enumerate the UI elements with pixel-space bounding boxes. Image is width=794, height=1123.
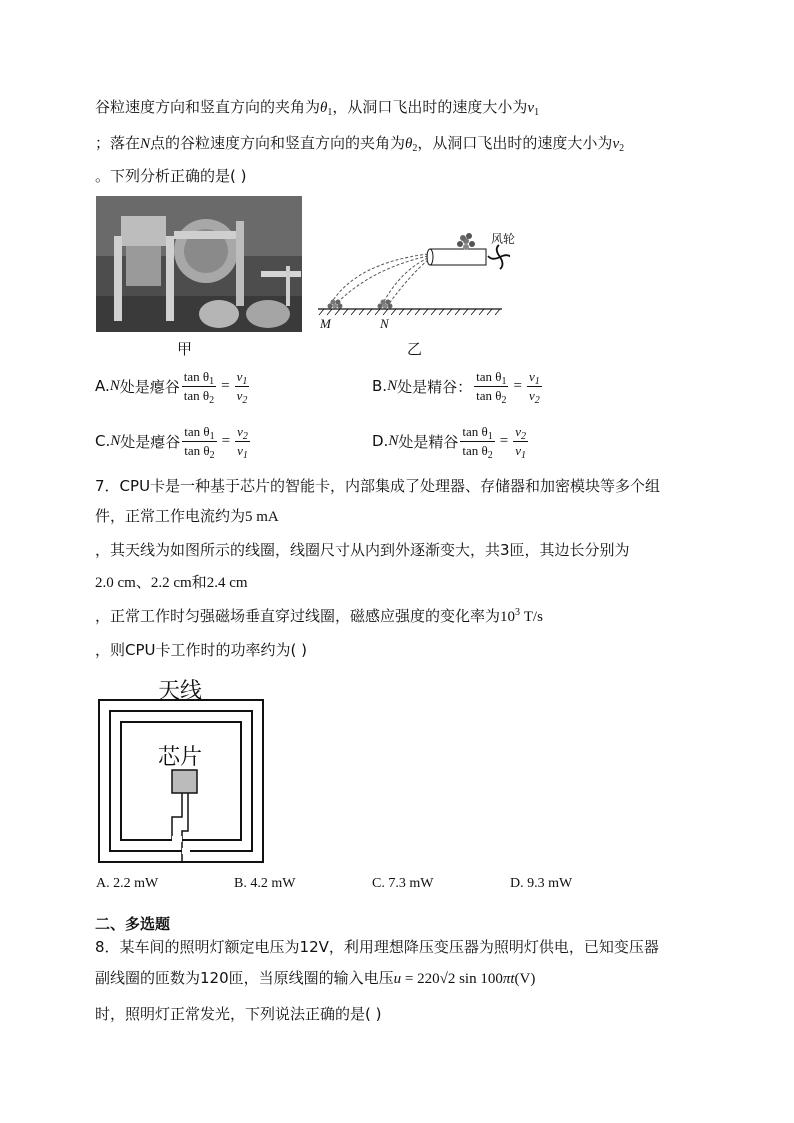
option-d[interactable]: D. N 处是精谷 $\frac{\tan \theta_1}{\tan \theta_2}$ = $\frac{v_2}{v_1}$ xyxy=(372,423,526,461)
subscript: 1 xyxy=(534,107,540,118)
q7-text: 件，正常工作电流约为 xyxy=(95,507,246,525)
q7-text: 7．CPU卡是一种基于芯片的智能卡，内部集成了处理器、存储器和加密模块等多个组 xyxy=(95,477,661,495)
q6-line-3 xyxy=(95,166,246,186)
antenna-coil-diagram xyxy=(96,697,266,865)
pi-t-symbol: πt xyxy=(502,971,515,987)
q8-line-1 xyxy=(95,937,659,957)
subscript: 1 xyxy=(501,375,507,387)
q7-value: 10 xyxy=(500,609,516,625)
n-symbol: N xyxy=(387,377,398,394)
subscript: 1 xyxy=(209,375,215,387)
frac-den: v xyxy=(515,442,521,458)
chip-shape xyxy=(172,770,197,793)
q7-value: T/s xyxy=(520,609,543,625)
q7-option-d[interactable]: D. 9.3 mW xyxy=(510,876,573,891)
option-separator: ： xyxy=(457,377,473,396)
antenna-label: 天线 xyxy=(158,679,203,704)
v-symbol: v xyxy=(612,136,620,152)
q7-text: ，其天线为如图所示的线圈，线圈尺寸从内到外逐渐变大，共3匝，其边长分别为 xyxy=(95,541,630,559)
q7-value: 2.4 cm xyxy=(206,575,248,591)
grain-pile-top xyxy=(457,233,475,250)
q8-formula: sin 100 xyxy=(455,971,503,987)
figure-caption-yi: 乙 xyxy=(407,340,423,358)
q6-text: ；落在 xyxy=(95,134,141,152)
subscript: 1 xyxy=(242,375,248,387)
superscript: 3 xyxy=(515,607,521,618)
option-prefix: A. xyxy=(95,377,110,395)
subscript: 1 xyxy=(242,449,248,461)
frac-den: v xyxy=(236,387,243,403)
q8-line-3 xyxy=(95,1004,381,1024)
frac-num: v xyxy=(236,368,243,384)
option-fraction-left xyxy=(182,369,216,404)
option-fraction-left xyxy=(474,369,508,404)
q7-text: 、 xyxy=(135,573,151,591)
trajectory-diagram xyxy=(310,225,510,335)
q6-line-2 xyxy=(95,133,624,154)
option-text: 处是瘪谷 xyxy=(119,377,180,396)
frac-den: v xyxy=(237,442,243,458)
winnowing-machine-illustration xyxy=(96,196,302,332)
winnowing-machine-photo xyxy=(96,196,302,332)
q8-line-2 xyxy=(95,968,535,989)
subscript: 1 xyxy=(209,430,215,442)
q6-text: 点的谷粒速度方向和竖直方向的夹角为 xyxy=(150,134,406,152)
q7-value: 2.0 cm xyxy=(95,575,136,591)
q7-line-6 xyxy=(95,640,307,660)
label-M: M xyxy=(320,316,331,331)
option-prefix: C. xyxy=(95,432,111,450)
fan-wheel-label: 风轮 xyxy=(491,232,516,246)
n-symbol: N xyxy=(388,432,399,449)
grain-pile-M xyxy=(328,300,343,309)
frac-num: v xyxy=(515,423,521,439)
option-prefix: D. xyxy=(372,432,389,450)
q6-text: ，从洞口飞出时的速度大小为 xyxy=(417,134,613,152)
v-symbol: v xyxy=(527,100,535,116)
option-fraction-right xyxy=(513,424,528,459)
subscript: 2 xyxy=(242,394,248,406)
q7-value: 5 mA xyxy=(245,509,279,525)
subscript: 1 xyxy=(487,430,493,442)
n-symbol: N xyxy=(109,377,120,394)
option-fraction-left xyxy=(182,424,216,459)
option-prefix: B. xyxy=(372,377,388,395)
subscript: 1 xyxy=(327,107,333,118)
n-symbol: N xyxy=(140,136,151,152)
q7-line-2 xyxy=(95,506,279,527)
q8-formula: (V) xyxy=(514,971,536,987)
subscript: 2 xyxy=(209,449,215,461)
frac-num: tan θ xyxy=(476,368,502,384)
sqrt-symbol: √2 xyxy=(439,971,456,987)
subscript: 1 xyxy=(534,375,540,387)
u-symbol: u xyxy=(393,971,402,987)
option-c[interactable]: C. N 处是瘪谷 $\frac{\tan \theta_1}{\tan \theta_2}$ = $\frac{v_2}{v_1}$ xyxy=(95,423,248,461)
frac-num: tan θ xyxy=(183,368,210,384)
q7-option-a[interactable]: A. 2.2 mW xyxy=(96,876,159,891)
pipe-shape xyxy=(430,249,486,265)
chip-label: 芯片 xyxy=(158,745,203,770)
q8-formula: = 220 xyxy=(401,971,440,987)
section-heading: 二、多选题 xyxy=(95,915,171,933)
q6-text: 谷粒速度方向和竖直方向的夹角为 xyxy=(95,98,321,116)
subscript: 2 xyxy=(242,430,248,442)
q7-line-5 xyxy=(95,606,543,627)
frac-den: v xyxy=(528,387,535,403)
frac-num: tan θ xyxy=(184,423,210,439)
frac-num: v xyxy=(237,423,243,439)
grain-pile-N xyxy=(378,300,393,309)
q7-text: 和 xyxy=(191,573,207,591)
option-text: 处是精谷 xyxy=(398,432,459,451)
q6-text: 。下列分析正确的是( ) xyxy=(95,167,247,185)
option-b[interactable]: B. N 处是精谷 ： $\frac{\tan \theta_1}{\tan \theta_2}$ = $\frac{v_1}{v_2}$ xyxy=(372,368,540,406)
q7-text: ，正常工作时匀强磁场垂直穿过线圈，磁感应强度的变化率为 xyxy=(95,607,501,625)
q7-line-3 xyxy=(95,540,630,560)
frac-den: tan θ xyxy=(476,387,502,403)
subscript: 2 xyxy=(501,394,507,406)
figure-caption-jia: 甲 xyxy=(177,340,193,358)
subscript: 1 xyxy=(520,449,526,461)
subscript: 2 xyxy=(209,394,215,406)
q7-text: ，则CPU卡工作时的功率约为( ) xyxy=(95,641,307,659)
frac-num: v xyxy=(528,368,535,384)
frac-den: tan θ xyxy=(183,387,210,403)
subscript: 2 xyxy=(520,430,526,442)
q6-line-1 xyxy=(95,97,539,118)
theta-symbol: θ xyxy=(405,136,413,152)
subscript: 2 xyxy=(487,449,493,461)
q8-text: 8．某车间的照明灯额定电压为12V，利用理想降压变压器为照明灯供电，已知变压器 xyxy=(95,938,659,956)
option-fraction-left xyxy=(460,424,494,459)
option-fraction-right xyxy=(235,369,250,404)
fan-wheel-icon xyxy=(488,245,510,269)
q7-line-4 xyxy=(95,572,248,593)
option-fraction-right xyxy=(527,369,542,404)
subscript: 2 xyxy=(619,143,625,154)
subscript: 2 xyxy=(534,394,540,406)
q7-option-b[interactable]: B. 4.2 mW xyxy=(234,876,296,891)
frac-den: tan θ xyxy=(184,442,210,458)
frac-den: tan θ xyxy=(462,442,488,458)
q7-value: 2.2 cm xyxy=(150,575,192,591)
n-symbol: N xyxy=(110,432,121,449)
option-a[interactable]: A. N 处是瘪谷 $\frac{\tan \theta_1}{\tan \theta_2}$ = $\frac{v_1}{v_2}$ xyxy=(95,368,248,406)
q8-text: 时，照明灯正常发光，下列说法正确的是( ) xyxy=(95,1005,382,1023)
theta-symbol: θ xyxy=(320,100,328,116)
q7-option-c[interactable]: C. 7.3 mW xyxy=(372,876,434,891)
q6-text: ，从洞口飞出时的速度大小为 xyxy=(332,98,528,116)
q8-text: 副线圈的匝数为120匝，当原线圈的输入电压 xyxy=(95,969,394,987)
trajectory-curves xyxy=(330,254,428,305)
option-fraction-right xyxy=(235,424,250,459)
q7-line-1 xyxy=(95,476,660,496)
label-N: N xyxy=(380,316,389,331)
option-text: 处是瘪谷 xyxy=(120,432,181,451)
frac-num: tan θ xyxy=(462,423,488,439)
subscript: 2 xyxy=(412,143,418,154)
option-text: 处是精谷 xyxy=(397,377,458,396)
